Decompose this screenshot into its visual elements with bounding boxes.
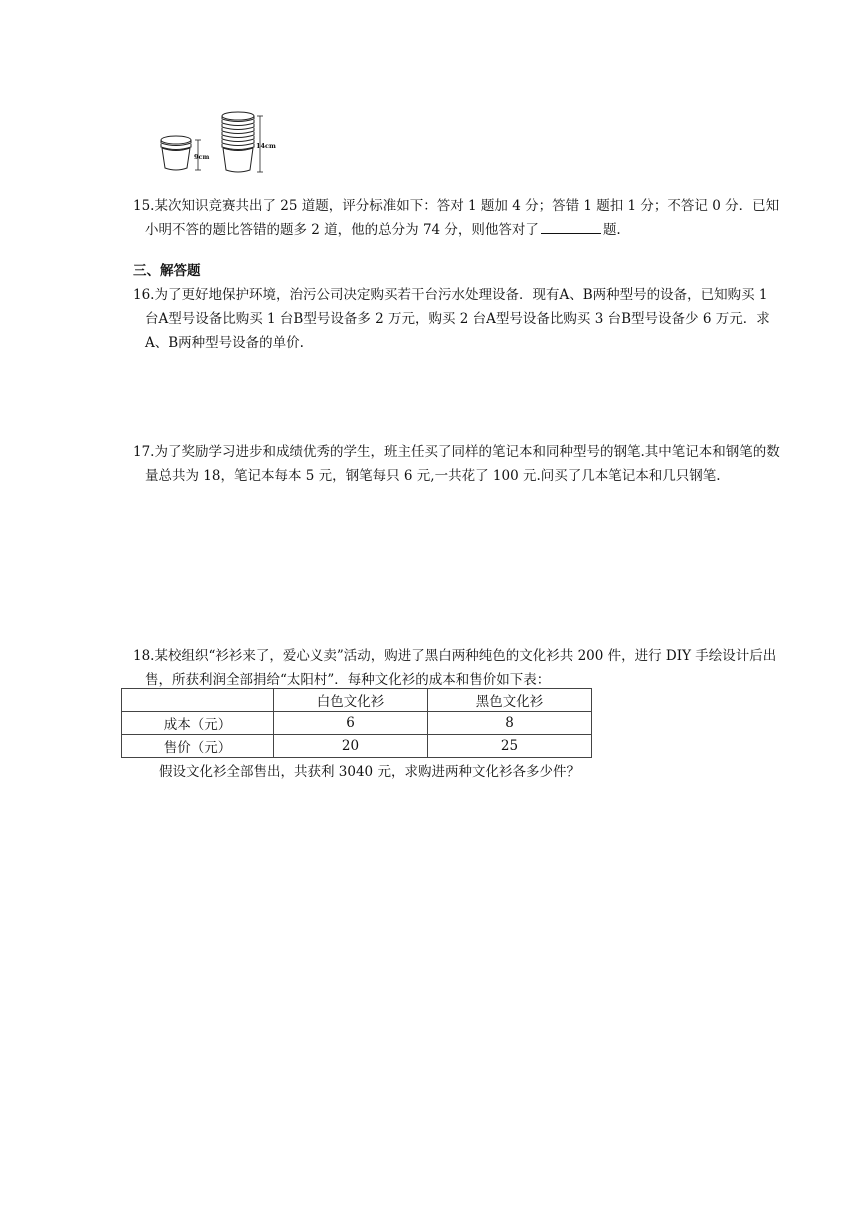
table-cell: 6 bbox=[274, 712, 428, 735]
table-cell: 25 bbox=[428, 735, 592, 758]
section-title: 三、解答题 bbox=[133, 263, 201, 279]
question-15-text: 15.某次知识竞赛共出了 25 道题，评分标准如下：答对 1 题加 4 分；答错 1 题扣 1 分；不答记 0 分．已知小明不答的题比答错的题多 2 道，他的总分为 74 分，则他答对了 bbox=[133, 198, 780, 238]
table-row bbox=[122, 712, 592, 735]
table-cell: 20 bbox=[274, 735, 428, 758]
table-header-row bbox=[122, 689, 592, 712]
stacked-cups-figure bbox=[156, 110, 286, 176]
question-15-tail: 题. bbox=[602, 222, 621, 238]
question-15 bbox=[133, 194, 785, 242]
question-18-followup: 假设文化衫全部售出，共获利 3040 元，求购进两种文化衫各多少件？ bbox=[159, 764, 580, 780]
table-header-black: 黑色文化衫 bbox=[428, 689, 592, 712]
small-cup-stack bbox=[161, 136, 191, 170]
question-17: 17.为了奖励学习进步和成绩优秀的学生，班主任买了同样的笔记本和同种型号的钢笔.其中笔记本和钢笔的数量总共为 18，笔记本每本 5 元，钢笔每只 6 元,一共花了 100 元.问买了几本笔记本和几只钢笔. bbox=[133, 444, 780, 484]
cost-price-table bbox=[121, 688, 592, 758]
table-cell bbox=[122, 689, 274, 712]
table-row bbox=[122, 735, 592, 758]
table-header-white: 白色文化衫 bbox=[274, 689, 428, 712]
question-16: 16.为了更好地保护环境，治污公司决定购买若干台污水处理设备．现有A、B两种型号的设备，已知购买 1 台A型号设备比购买 1 台B型号设备多 2 万元，购买 2 台A型号设备比购买 3 台B型号设备少 6 万元．求A、B两种型号设备的单价. bbox=[133, 287, 770, 351]
table-row-label: 售价（元） bbox=[122, 735, 274, 758]
large-cup-stack bbox=[222, 112, 254, 172]
question-18: 18.某校组织“衫衫来了，爱心义卖”活动，购进了黑白两种纯色的文化衫共 200 件，进行 DIY 手绘设计后出售，所获利润全部捐给“太阳村”．每种文化衫的成本和售价如下表： bbox=[133, 648, 777, 688]
small-stack-label: 9cm bbox=[194, 153, 210, 161]
large-stack-label: 14cm bbox=[256, 142, 276, 150]
table-cell: 8 bbox=[428, 712, 592, 735]
answer-blank[interactable] bbox=[541, 219, 601, 234]
table-row-label: 成本（元） bbox=[122, 712, 274, 735]
